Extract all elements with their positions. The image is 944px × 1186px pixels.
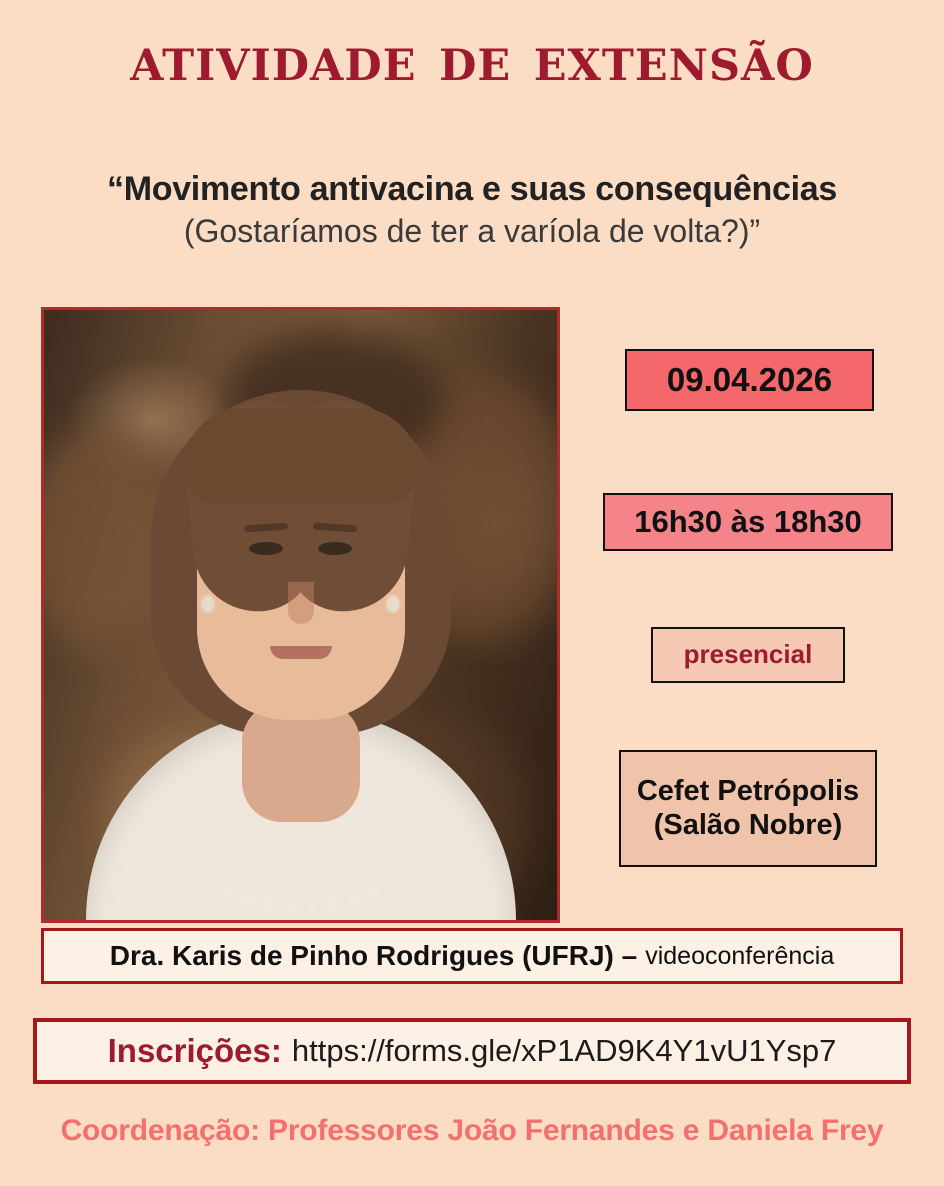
event-time-badge: 16h30 às 18h30 — [603, 493, 893, 551]
event-subtitle-line-1: “Movimento antivacina e suas consequências — [107, 170, 837, 208]
speaker-participation-mode: videoconferência — [645, 941, 835, 970]
registration-label: Inscrições: — [107, 1032, 282, 1069]
speaker-bar — [41, 928, 903, 984]
person-earring-left — [202, 596, 214, 612]
person-neck — [242, 702, 360, 822]
person-nose — [288, 582, 314, 624]
person-earring-right — [387, 596, 399, 612]
photo-background — [44, 310, 557, 920]
speaker-photo — [41, 307, 560, 923]
person-eye-left — [249, 542, 283, 555]
registration-bar[interactable] — [33, 1018, 911, 1084]
person-fringe — [183, 408, 419, 504]
event-subtitle — [0, 168, 944, 251]
event-mode-badge: presencial — [651, 627, 845, 683]
person-eye-right — [318, 542, 352, 555]
person-mouth — [270, 646, 332, 659]
event-date-badge: 09.04.2026 — [625, 349, 874, 411]
person-necklace — [196, 810, 406, 911]
event-location-badge — [619, 750, 877, 867]
event-location-line-2: (Salão Nobre) — [653, 808, 843, 841]
speaker-name: Dra. Karis de Pinho Rodrigues (UFRJ) – — [109, 940, 638, 971]
page-title: atividade de extensão — [130, 22, 814, 95]
coordination-text: Coordenação: Professores João Fernandes e Daniela Frey — [60, 1114, 884, 1147]
registration-link[interactable]: https://forms.gle/xP1AD9K4Y1vU1Ysp7 — [291, 1033, 837, 1068]
event-location-line-1: Cefet Petrópolis — [636, 775, 860, 808]
event-subtitle-line-2: (Gostaríamos de ter a varíola de volta?)” — [183, 212, 761, 249]
person-figure — [44, 310, 557, 920]
